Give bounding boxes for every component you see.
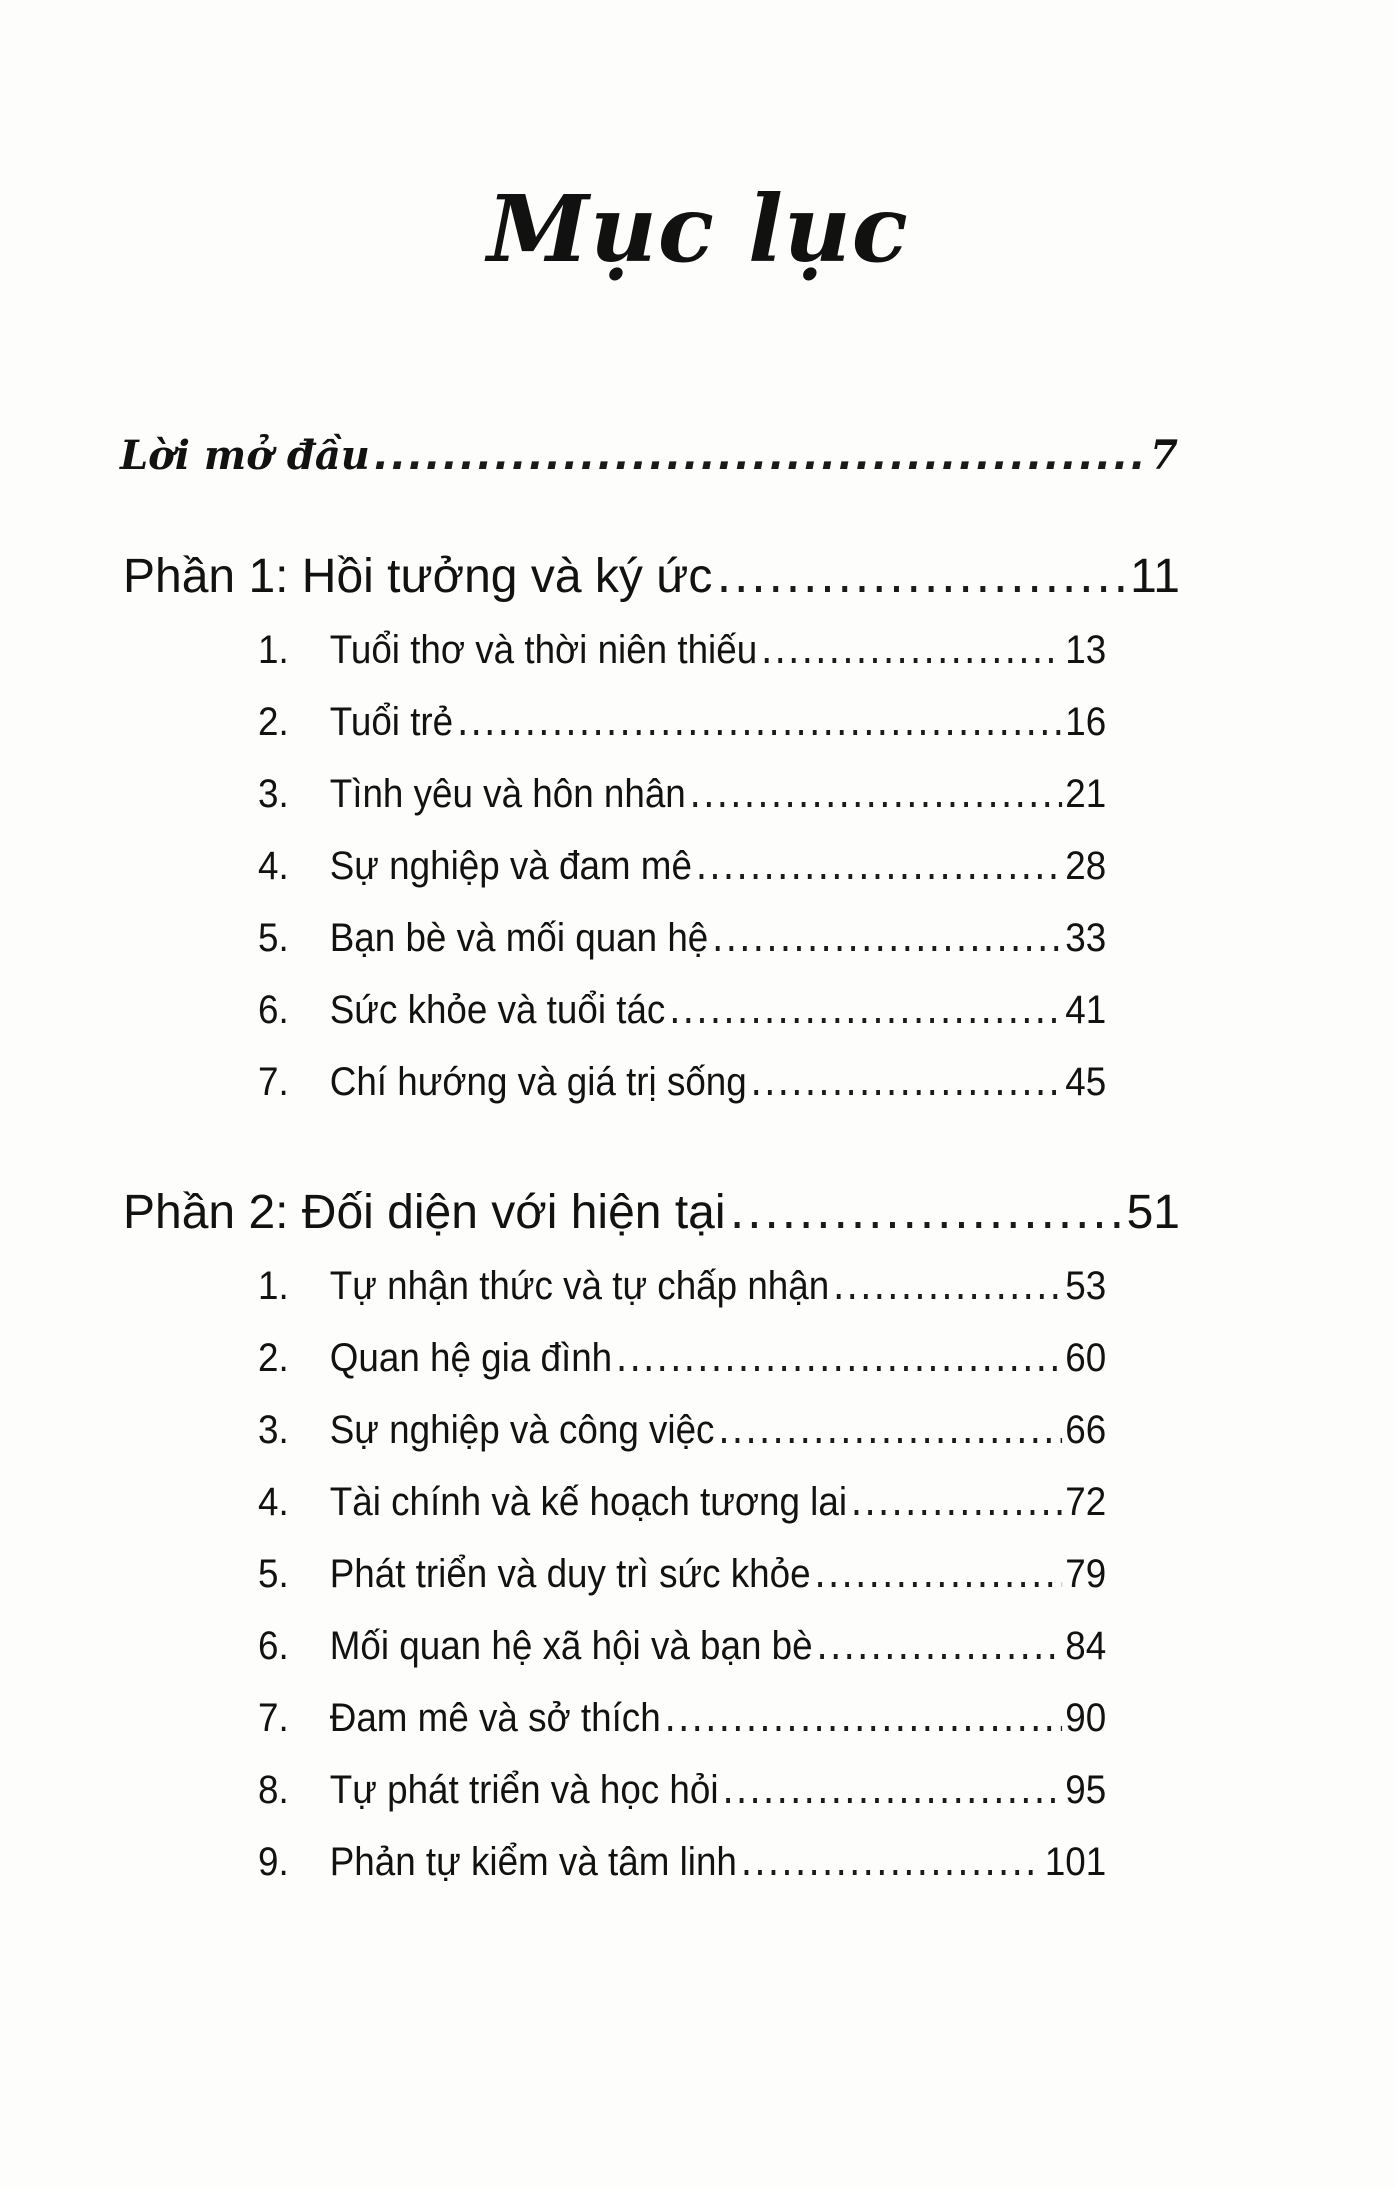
toc-item-label: Tài chính và kế hoạch tương lai <box>329 1480 848 1524</box>
toc-item[interactable] <box>258 1623 1106 1669</box>
dot-leader <box>696 843 1062 889</box>
toc-item-number: 2. <box>258 700 289 744</box>
dot-leader <box>851 1479 1062 1525</box>
dot-leader <box>761 627 1062 673</box>
toc-page-number: 28 <box>1065 844 1107 888</box>
dot-leader <box>833 1263 1062 1309</box>
toc-part-2[interactable] <box>123 1184 1180 1240</box>
toc-item-label: Bạn bè và mối quan hệ <box>329 916 709 960</box>
toc-item-label: Phát triển và duy trì sức khỏe <box>329 1552 811 1596</box>
toc-page-number: 53 <box>1065 1264 1107 1308</box>
toc-item-label: Tuổi trẻ <box>329 700 454 744</box>
toc-item-label: Quan hệ gia đình <box>329 1336 613 1380</box>
dot-leader <box>664 1695 1061 1741</box>
toc-item[interactable] <box>258 1767 1106 1813</box>
toc-item-number: 5. <box>258 916 289 960</box>
toc-item-label: Tự phát triển và học hỏi <box>329 1768 719 1812</box>
toc-item-label: Sức khỏe và tuổi tác <box>329 988 666 1032</box>
toc-item[interactable] <box>258 1839 1106 1885</box>
toc-item-label: Sự nghiệp và công việc <box>329 1408 715 1452</box>
dot-leader <box>718 1407 1061 1453</box>
toc-page-number: 11 <box>1130 550 1180 603</box>
toc-item-label: Chí hướng và giá trị sống <box>329 1060 747 1104</box>
dot-leader <box>814 1551 1061 1597</box>
dot-leader <box>730 1184 1123 1240</box>
dot-leader <box>722 1767 1061 1813</box>
toc-item[interactable] <box>258 987 1106 1033</box>
dot-leader <box>750 1059 1061 1105</box>
toc-page-number: 33 <box>1065 916 1107 960</box>
toc-part-label: Phần 1: Hồi tưởng và ký ức <box>123 550 713 603</box>
toc-item-number: 4. <box>258 1480 289 1524</box>
toc-page-number: 60 <box>1065 1336 1107 1380</box>
toc-item-label: Tự nhận thức và tự chấp nhận <box>329 1264 830 1308</box>
toc-entry-preface[interactable] <box>120 432 1178 479</box>
toc-item-number: 2. <box>258 1336 289 1380</box>
toc-item-number: 1. <box>258 628 289 672</box>
toc-page-number: 95 <box>1065 1768 1107 1812</box>
toc-page-number: 84 <box>1065 1624 1107 1668</box>
toc-item-number: 3. <box>258 1408 289 1452</box>
toc-page-number: 66 <box>1065 1408 1107 1452</box>
page-title: Mục lục <box>487 175 909 283</box>
toc-item-number: 7. <box>258 1060 289 1104</box>
toc-item-label: Sự nghiệp và đam mê <box>329 844 692 888</box>
dot-leader <box>374 433 1146 479</box>
toc-item[interactable] <box>258 1263 1106 1309</box>
toc-item-number: 6. <box>258 1624 289 1668</box>
toc-page-number: 90 <box>1065 1696 1107 1740</box>
toc-page-number: 21 <box>1065 772 1107 816</box>
dot-leader <box>689 771 1061 817</box>
dot-leader <box>741 1839 1042 1885</box>
toc-item-number: 9. <box>258 1840 289 1884</box>
toc-page-number: 7 <box>1150 432 1178 479</box>
toc-item-label: Phản tự kiểm và tâm linh <box>329 1840 737 1884</box>
dot-leader <box>716 548 1126 604</box>
toc-page-number: 101 <box>1044 1840 1107 1884</box>
toc-item[interactable] <box>258 1407 1106 1453</box>
toc-item-number: 6. <box>258 988 289 1032</box>
toc-item[interactable] <box>258 1551 1106 1597</box>
toc-item[interactable] <box>258 771 1106 817</box>
toc-item[interactable] <box>258 1695 1106 1741</box>
toc-item-number: 5. <box>258 1552 289 1596</box>
dot-leader <box>616 1335 1062 1381</box>
toc-item-label: Đam mê và sở thích <box>329 1696 661 1740</box>
toc-item-label: Tình yêu và hôn nhân <box>329 772 686 816</box>
toc-entry-label: Lời mở đầu <box>120 432 370 479</box>
toc-item-number: 3. <box>258 772 289 816</box>
toc-item[interactable] <box>258 627 1106 673</box>
toc-page-number: 13 <box>1065 628 1107 672</box>
dot-leader <box>457 699 1062 745</box>
toc-page-number: 16 <box>1065 700 1107 744</box>
toc-item-label: Tuổi thơ và thời niên thiếu <box>329 628 758 672</box>
toc-item[interactable] <box>258 699 1106 745</box>
toc-page-number: 41 <box>1065 988 1107 1032</box>
toc-item[interactable] <box>258 1335 1106 1381</box>
toc-page-number: 79 <box>1065 1552 1107 1596</box>
toc-item[interactable] <box>258 843 1106 889</box>
toc-item-number: 7. <box>258 1696 289 1740</box>
toc-item[interactable] <box>258 1479 1106 1525</box>
toc-page-number: 45 <box>1065 1060 1107 1104</box>
toc-part-label: Phần 2: Đối diện với hiện tại <box>123 1186 726 1239</box>
toc-item-number: 1. <box>258 1264 289 1308</box>
toc-item[interactable] <box>258 1059 1106 1105</box>
toc-page-number: 51 <box>1126 1186 1180 1239</box>
toc-page-number: 72 <box>1065 1480 1107 1524</box>
dot-leader <box>669 987 1062 1033</box>
dot-leader <box>712 915 1062 961</box>
toc-item-number: 8. <box>258 1768 289 1812</box>
toc-item[interactable] <box>258 915 1106 961</box>
dot-leader <box>816 1623 1061 1669</box>
toc-part-1[interactable] <box>123 548 1180 604</box>
toc-item-number: 4. <box>258 844 289 888</box>
toc-item-label: Mối quan hệ xã hội và bạn bè <box>329 1624 813 1668</box>
